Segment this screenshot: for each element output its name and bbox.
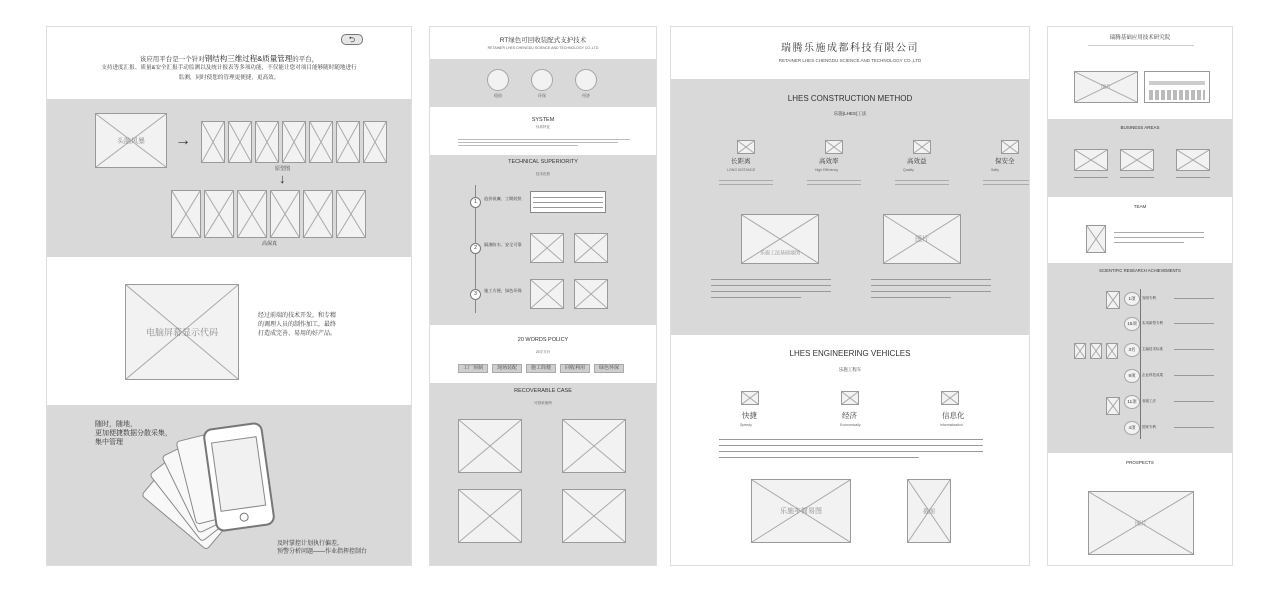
vehicle-feature-en: Economically (840, 423, 861, 427)
intro-line-1: 该应用平台是一个针对钢结构三维过程&质量管理的平台， (139, 54, 319, 63)
vehicle-feature-icon (741, 391, 759, 405)
vehicles-text (719, 439, 983, 440)
achievement-label: 发明专利 (1142, 296, 1156, 300)
achievement-label: 企业科技成果 (1142, 373, 1163, 377)
achievement-text (1174, 349, 1214, 350)
panel-steel-platform (46, 26, 412, 566)
vehicle-feature-icon (841, 391, 859, 405)
feature-cn: 保安全 (995, 158, 1015, 165)
detail-image: 截图 (907, 479, 951, 543)
business-image (1074, 149, 1108, 171)
case-title: RECOVERABLE CASE (514, 388, 572, 394)
step-number: 2 (470, 243, 481, 254)
research-spine (1140, 289, 1141, 439)
tech-title: TECHNICAL SUPERIORITY (508, 159, 578, 165)
policy-tag[interactable]: 现场装配 (492, 364, 522, 373)
hifi-label: 高保真 (262, 241, 278, 247)
prospects-title: PROSPECTS (1126, 460, 1154, 465)
support-title: RT绿色可回收装配式支护技术 (499, 37, 587, 44)
certificate-image (1074, 343, 1086, 359)
policy-tag[interactable]: 施工简便 (526, 364, 556, 373)
mobile-line-1: 随时，随地， (95, 421, 137, 428)
achievement-label: 国家专利 (1142, 425, 1156, 429)
research-title: SCIENTIFIC RESEARCH ACHIEVEMENTS (1099, 268, 1181, 273)
achievement-label: 实用新型专利 (1142, 321, 1163, 325)
panel-lhes-company (670, 26, 1030, 566)
team-text (1114, 242, 1184, 243)
feature-text (719, 180, 773, 181)
achievement-count: 15项 (1124, 317, 1140, 331)
method-text (871, 297, 951, 298)
feature-text (983, 180, 1030, 181)
step-image (530, 233, 564, 263)
case-image (458, 489, 522, 543)
vehicles-text (719, 445, 983, 446)
feature-cn: 高效益 (907, 158, 927, 165)
method-text (871, 291, 991, 292)
system-text (458, 145, 578, 146)
feature-icon (737, 140, 755, 154)
system-text (458, 142, 618, 143)
method-title: LHES CONSTRUCTION METHOD (787, 94, 913, 103)
vehicle-feature-icon (941, 391, 959, 405)
policy-tag[interactable]: 工厂预制 (458, 364, 488, 373)
back-arrow-icon: ⮌ (348, 35, 356, 44)
panel-support-tech (429, 26, 657, 566)
step-label: 隔渗防水、安全可靠 (484, 242, 522, 247)
feature-icon (913, 140, 931, 154)
achievement-image (1106, 291, 1120, 309)
arrow-down-icon: ↓ (279, 171, 286, 186)
achievement-count: 4項 (1124, 421, 1140, 435)
vehicle-feature-en: Speedy (740, 423, 752, 427)
back-button[interactable] (341, 34, 363, 45)
achievement-text (1174, 401, 1214, 402)
step-image (530, 279, 564, 309)
achievement-text (1174, 298, 1214, 299)
feature-text (807, 180, 861, 181)
feature-circle (531, 69, 553, 91)
hifi-screen (204, 190, 234, 238)
bottom-line-1: 及时掌控计划执行偏差， (277, 541, 344, 547)
feature-text (983, 184, 1030, 185)
step-image (574, 233, 608, 263)
prototype-label: 原型图 (275, 166, 291, 172)
wireframe-screen (201, 121, 225, 163)
achievement-count: 11項 (1124, 395, 1140, 409)
panel-research-institute (1047, 26, 1233, 566)
achievement-text (1174, 323, 1214, 324)
method-text (711, 285, 831, 286)
certificate-image (1106, 343, 1118, 359)
vehicle-feature-cn: 经济 (842, 411, 857, 420)
wireframe-screen (363, 121, 387, 163)
case-image (458, 419, 522, 473)
feature-text (895, 180, 949, 181)
business-image (1176, 149, 1210, 171)
vehicle-feature-cn: 信息化 (942, 411, 965, 420)
team-text (1114, 232, 1204, 233)
policy-tag[interactable]: 绿色环保 (594, 364, 624, 373)
hifi-screen (336, 190, 366, 238)
method-text (871, 279, 991, 280)
business-text (1120, 177, 1154, 178)
circle-caption: 稳固 (494, 93, 502, 98)
vehicle-feature-cn: 快捷 (742, 411, 757, 420)
feature-en: Safty (991, 168, 999, 172)
wireframe-screen (228, 121, 252, 163)
wireframe-screen (336, 121, 360, 163)
vehicles-text (719, 457, 919, 458)
certificate-image (1090, 343, 1102, 359)
brainstorm-image: 头脑风暴 (95, 113, 167, 168)
policy-sub: 20字方针 (535, 350, 551, 354)
method-sub: 乐施(LHES)工法 (833, 111, 867, 116)
achievement-count: 9项 (1124, 369, 1140, 383)
method-text (711, 291, 831, 292)
feature-circle (487, 69, 509, 91)
method-text (711, 297, 801, 298)
achievement-count: 3名 (1124, 343, 1140, 357)
method-text (871, 285, 991, 286)
system-title: SYSTEM (531, 117, 555, 123)
team-photo (1086, 225, 1106, 253)
support-subtitle: RETAINER LHES CHENGDU SCIENCE AND TECHNOLOGY CO.,LTD (487, 46, 599, 50)
wireframe-screen (309, 121, 333, 163)
case-sub: 可回收案例 (534, 401, 552, 405)
header-rule (1088, 45, 1194, 46)
achievement-count: 1項 (1124, 292, 1140, 306)
feature-icon (825, 140, 843, 154)
pc-screen-image: 电脑屏幕显示代码 (125, 284, 239, 380)
case-image (562, 419, 626, 473)
step-number: 1 (470, 197, 481, 208)
step-number: 3 (470, 289, 481, 300)
org-chart (1144, 71, 1210, 103)
hifi-screen (303, 190, 333, 238)
vehicles-title: LHES ENGINEERING VEHICLES (789, 349, 911, 358)
desc-line-2: 的调理人员的制作加工，最终 (258, 322, 337, 328)
achievement-label: 省级工法 (1142, 399, 1156, 403)
business-text (1074, 177, 1108, 178)
system-sub: 体系特征 (536, 125, 550, 129)
vehicle-feature-en: informatization (940, 423, 963, 427)
feature-circle (575, 69, 597, 91)
arrow-right-icon: → (175, 132, 191, 149)
method-text (711, 279, 831, 280)
feature-en: LONG DISTANCE (727, 168, 756, 172)
prospects-image: 图片 (1088, 491, 1194, 555)
intro-line-2: 支持进度汇报、质量&安全汇报手动监测以及统计报表等多项功能，不仅能让您对项目能够随时随地进行 (101, 65, 357, 71)
bottom-line-2: 预警分析问题——作业指挥控制台 (277, 549, 368, 555)
achievement-label: 主编技术标准 (1142, 347, 1163, 351)
desc-line-1: 经过前端的技术开发，和专精 (258, 313, 337, 319)
policy-tag[interactable]: 回收利用 (560, 364, 590, 373)
wireframe-screen (282, 121, 306, 163)
business-text (1176, 177, 1210, 178)
business-image (1120, 149, 1154, 171)
feature-en: Quality (903, 168, 914, 172)
step-label: 施工方便、绿色环保 (484, 288, 522, 293)
feature-text (895, 184, 949, 185)
tech-sub: 技术优势 (536, 172, 550, 176)
circle-caption: 环保 (538, 93, 546, 98)
vehicles-sub: 乐施工程车 (838, 367, 862, 372)
hero-image: 图片 (1074, 71, 1138, 103)
desc-line-3: 打造成完善、易用的好产品。 (258, 331, 337, 337)
feature-text (719, 184, 773, 185)
feature-text (807, 184, 861, 185)
company-title: 瑞腾乐施成都科技有限公司 (781, 43, 919, 54)
intro-line-3: 监测，同时使您的管理更便捷，更高效。 (178, 75, 280, 81)
method-image-right: 图片 (883, 214, 961, 264)
feature-en: High Efficiency (815, 168, 839, 172)
team-text (1114, 237, 1204, 238)
achievement-image (1106, 397, 1120, 415)
hifi-screen (270, 190, 300, 238)
method-image-left: 乐施工法基础墙图 (741, 214, 819, 264)
step-label: 造价低廉、工期较快 (484, 196, 522, 201)
circle-caption: 经济 (582, 93, 590, 98)
hifi-screen (237, 190, 267, 238)
cost-table (530, 191, 606, 213)
hifi-screen (171, 190, 201, 238)
feature-cn: 高效率 (819, 158, 839, 165)
mobile-line-2: 更加便捷数据分散采集， (95, 430, 172, 437)
achievement-text (1174, 427, 1214, 428)
wireframe-screen (255, 121, 279, 163)
case-image (562, 489, 626, 543)
team-title: TEAM (1133, 204, 1147, 209)
vehicle-image: 乐施车简易图 (751, 479, 851, 543)
achievement-text (1174, 375, 1214, 376)
feature-cn: 长距离 (731, 158, 751, 165)
system-text (458, 139, 630, 140)
feature-icon (1001, 140, 1019, 154)
policy-title: 20 WORDS POLICY (517, 337, 569, 343)
company-subtitle: RETAINER LHES CHENGDU SCIENCE AND TECHNOLOGY CO.,LTD (778, 58, 922, 63)
vehicles-text (719, 451, 983, 452)
institute-title: 瑞腾基础应用技术研究院 (1109, 35, 1171, 41)
mobile-line-3: 集中管理 (95, 439, 123, 446)
step-image (574, 279, 608, 309)
business-title: BUSINESS AREAS (1120, 125, 1160, 130)
